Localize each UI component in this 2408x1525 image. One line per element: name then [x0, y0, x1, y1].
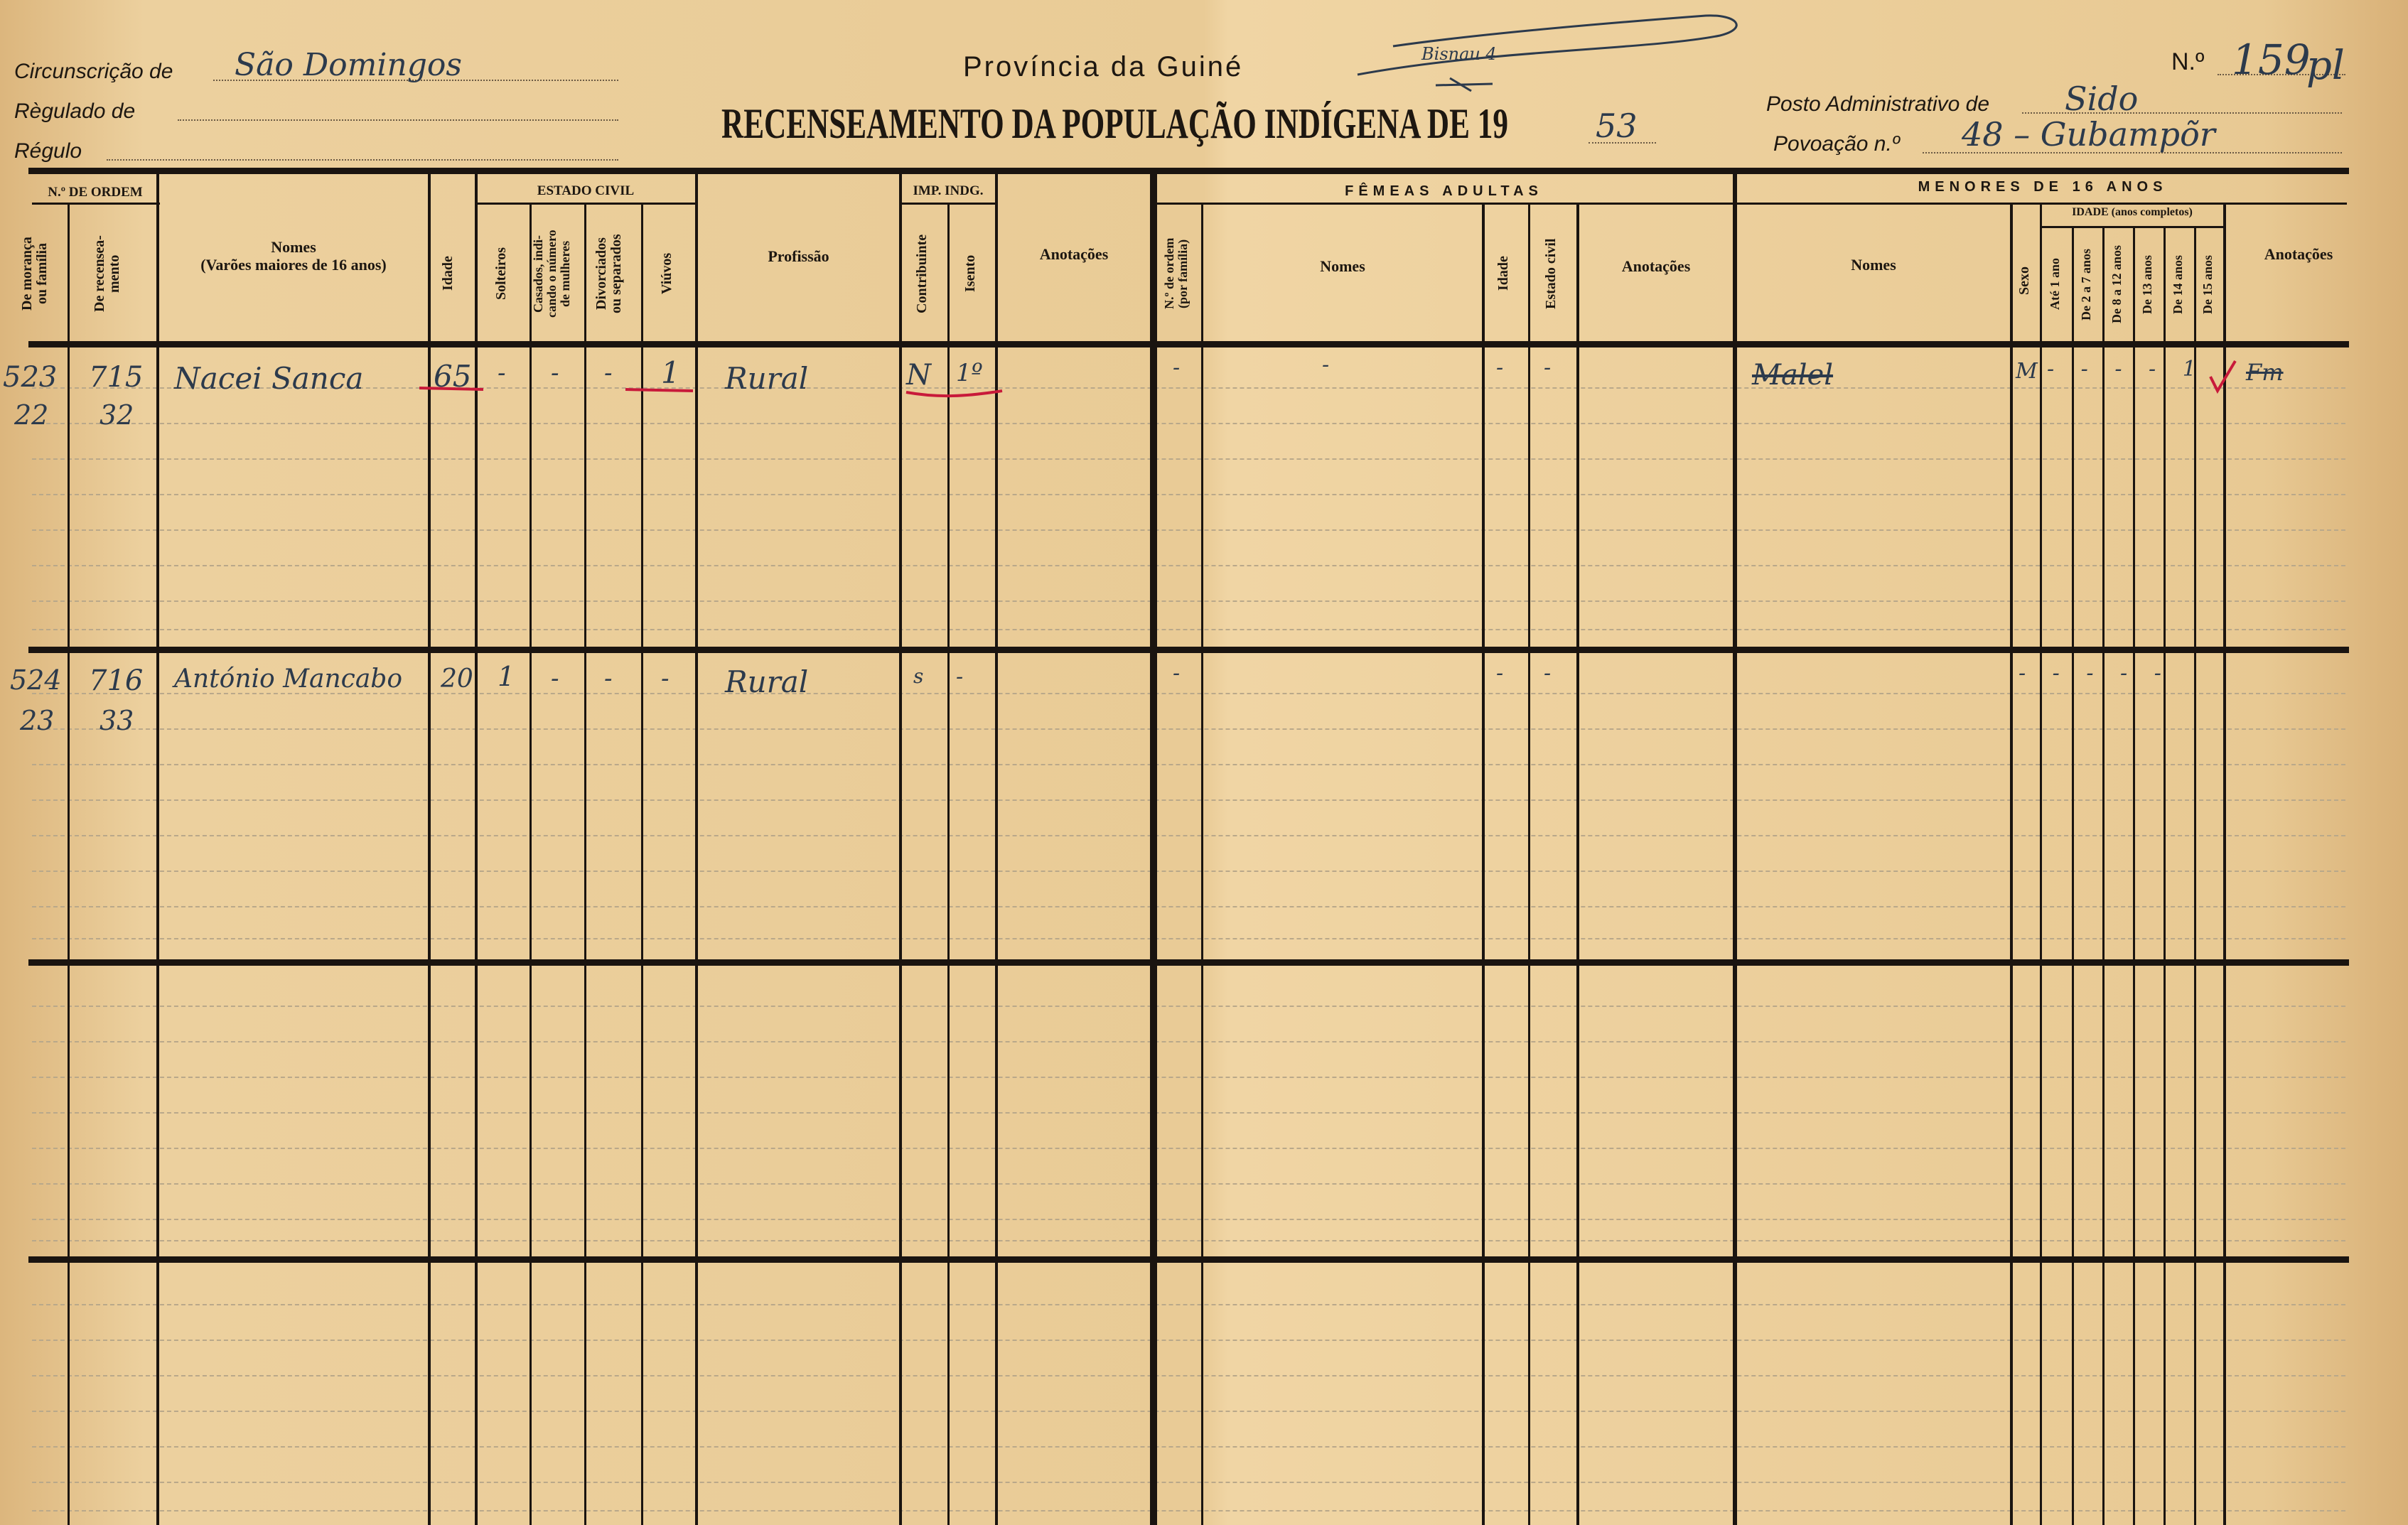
header-imp: IMP. INDG.	[913, 183, 984, 198]
moranca-value: 523	[3, 361, 58, 394]
section-rule-2	[28, 959, 2349, 966]
recenseamento-alt-value: 33	[100, 705, 134, 736]
anotacao-m-value: Fm	[2246, 359, 2284, 386]
sexo-value: M	[2016, 359, 2038, 384]
ordem-f-value: -	[1173, 355, 1181, 380]
header-sexo: Sexo	[2016, 266, 2032, 295]
moranca-alt-value: 22	[14, 399, 49, 431]
circunscricao-value: São Domingos	[235, 47, 462, 83]
form-title: RECENSEAMENTO DA POPULAÇÃO INDÍGENA DE 19	[721, 100, 1508, 147]
header-estado-civil: ESTADO CIVIL	[537, 183, 635, 198]
red-check-marks	[412, 355, 2303, 405]
idade-f-value: -	[1496, 661, 1504, 686]
header-profissao: Profissão	[768, 247, 829, 265]
header-nomes-m: Nomes	[1851, 256, 1896, 274]
isento-value: 1º	[956, 359, 983, 387]
header-de13: De 13 anos	[2140, 254, 2154, 314]
regulo-label: Régulo	[14, 139, 82, 163]
moranca-alt-value: 23	[20, 705, 55, 736]
numero-label: N.º	[2171, 48, 2205, 75]
idade-m-value: - - - - -	[2019, 661, 2171, 686]
header-femeas: FÊMEAS ADULTAS	[1345, 183, 1543, 199]
header-rule	[28, 341, 2349, 347]
posto-label: Posto Administrativo de	[1766, 92, 1990, 116]
numero-value: 159	[2232, 36, 2311, 84]
circunscricao-label: Circunscrição de	[14, 60, 173, 83]
section-rule-1	[28, 647, 2349, 653]
regulado-label: Règulado de	[14, 99, 136, 123]
povoacao-value: 48 – Gubampõr	[1962, 115, 2215, 153]
ordem-f-value: -	[1173, 661, 1181, 686]
header-ordem-familia: N.º de ordem (por família)	[1162, 237, 1190, 310]
header-nomes-f: Nomes	[1320, 257, 1365, 275]
section-rule-3	[28, 1256, 2349, 1263]
idade-f-value: -	[1496, 355, 1504, 380]
profissao-value: Rural	[725, 664, 809, 699]
header-scribble: Bisnau 4	[1421, 44, 1497, 64]
divorciado-value: -	[604, 359, 613, 387]
header-nomes-varoes: Nomes (Varões maiores de 16 anos)	[200, 238, 387, 274]
divorciado-value: -	[604, 664, 613, 693]
solteiro-value: -	[498, 359, 506, 387]
idade-m-value: - - - - 1	[2047, 357, 2206, 382]
header-menores: MENORES DE 16 ANOS	[1918, 179, 2168, 195]
header-isento: Isento	[962, 254, 978, 293]
header-de15: De 15 anos	[2200, 254, 2215, 314]
header-idade-group: IDADE (anos completos)	[2072, 206, 2193, 218]
recenseamento-value: 715	[89, 361, 144, 394]
viuvo-value: 1	[661, 355, 680, 390]
header-idade: Idade	[440, 256, 456, 291]
casado-value: -	[551, 664, 559, 693]
header-idade-f: Idade	[1495, 256, 1511, 291]
idade-value: 20	[441, 664, 473, 694]
header-anotacoes-f: Anotações	[1621, 257, 1691, 275]
header-anotacoes: Anotações	[1039, 245, 1109, 263]
nome-value: António Mancabo	[174, 664, 402, 694]
recenseamento-alt-value: 32	[100, 399, 134, 431]
header-de8a12: De 8 a 12 anos	[2109, 245, 2124, 324]
contribuinte-value: N	[906, 359, 931, 392]
numero-suffix: pl	[2306, 43, 2345, 89]
header-ordem: N.º DE ORDEM	[48, 185, 143, 200]
header-ate1: Até 1 ano	[2048, 258, 2062, 311]
header-estado-civil-f: Estado civil	[1543, 238, 1559, 309]
census-year: 53	[1596, 107, 1638, 145]
isento-value: -	[956, 664, 964, 689]
header-anotacoes-m: Anotações	[2264, 245, 2333, 263]
top-rule	[28, 168, 2349, 174]
menor-nome-value: Malel	[1752, 359, 1834, 392]
nome-value: Nacei Sanca	[174, 361, 364, 396]
recenseamento-value: 716	[89, 664, 144, 697]
header-divorciados: Divorciados ou separados	[593, 234, 624, 313]
povoacao-label: Povoação n.º	[1773, 132, 1900, 156]
header-de2a7: De 2 a 7 anos	[2079, 248, 2093, 320]
estado-f-value: -	[1544, 355, 1552, 380]
casado-value: -	[551, 359, 559, 387]
idade-value: 65	[434, 359, 472, 394]
header-viuvos: Viúvos	[659, 252, 674, 295]
viuvo-value: -	[661, 664, 670, 693]
contribuinte-value: s	[913, 664, 924, 688]
header-de14: De 14 anos	[2171, 254, 2185, 314]
estado-f-value: -	[1544, 661, 1552, 686]
solteiro-value: 1	[498, 661, 515, 692]
header-contribuinte: Contribuinte	[914, 234, 930, 313]
profissao-value: Rural	[725, 361, 809, 396]
header-casados: Casados, indi- cando o número de mulheres	[531, 230, 572, 318]
header-solteiros: Solteiros	[493, 247, 509, 301]
nome-f-value: -	[1322, 352, 1330, 377]
header-moranca: De morança ou família	[19, 237, 50, 311]
moranca-value: 524	[10, 664, 62, 696]
header-recenseamento: De recensea- mento	[92, 235, 122, 312]
posto-value: Sido	[2065, 80, 2139, 118]
province-title: Província da Guiné	[963, 51, 1244, 82]
signature-flourish	[1350, 7, 1748, 99]
